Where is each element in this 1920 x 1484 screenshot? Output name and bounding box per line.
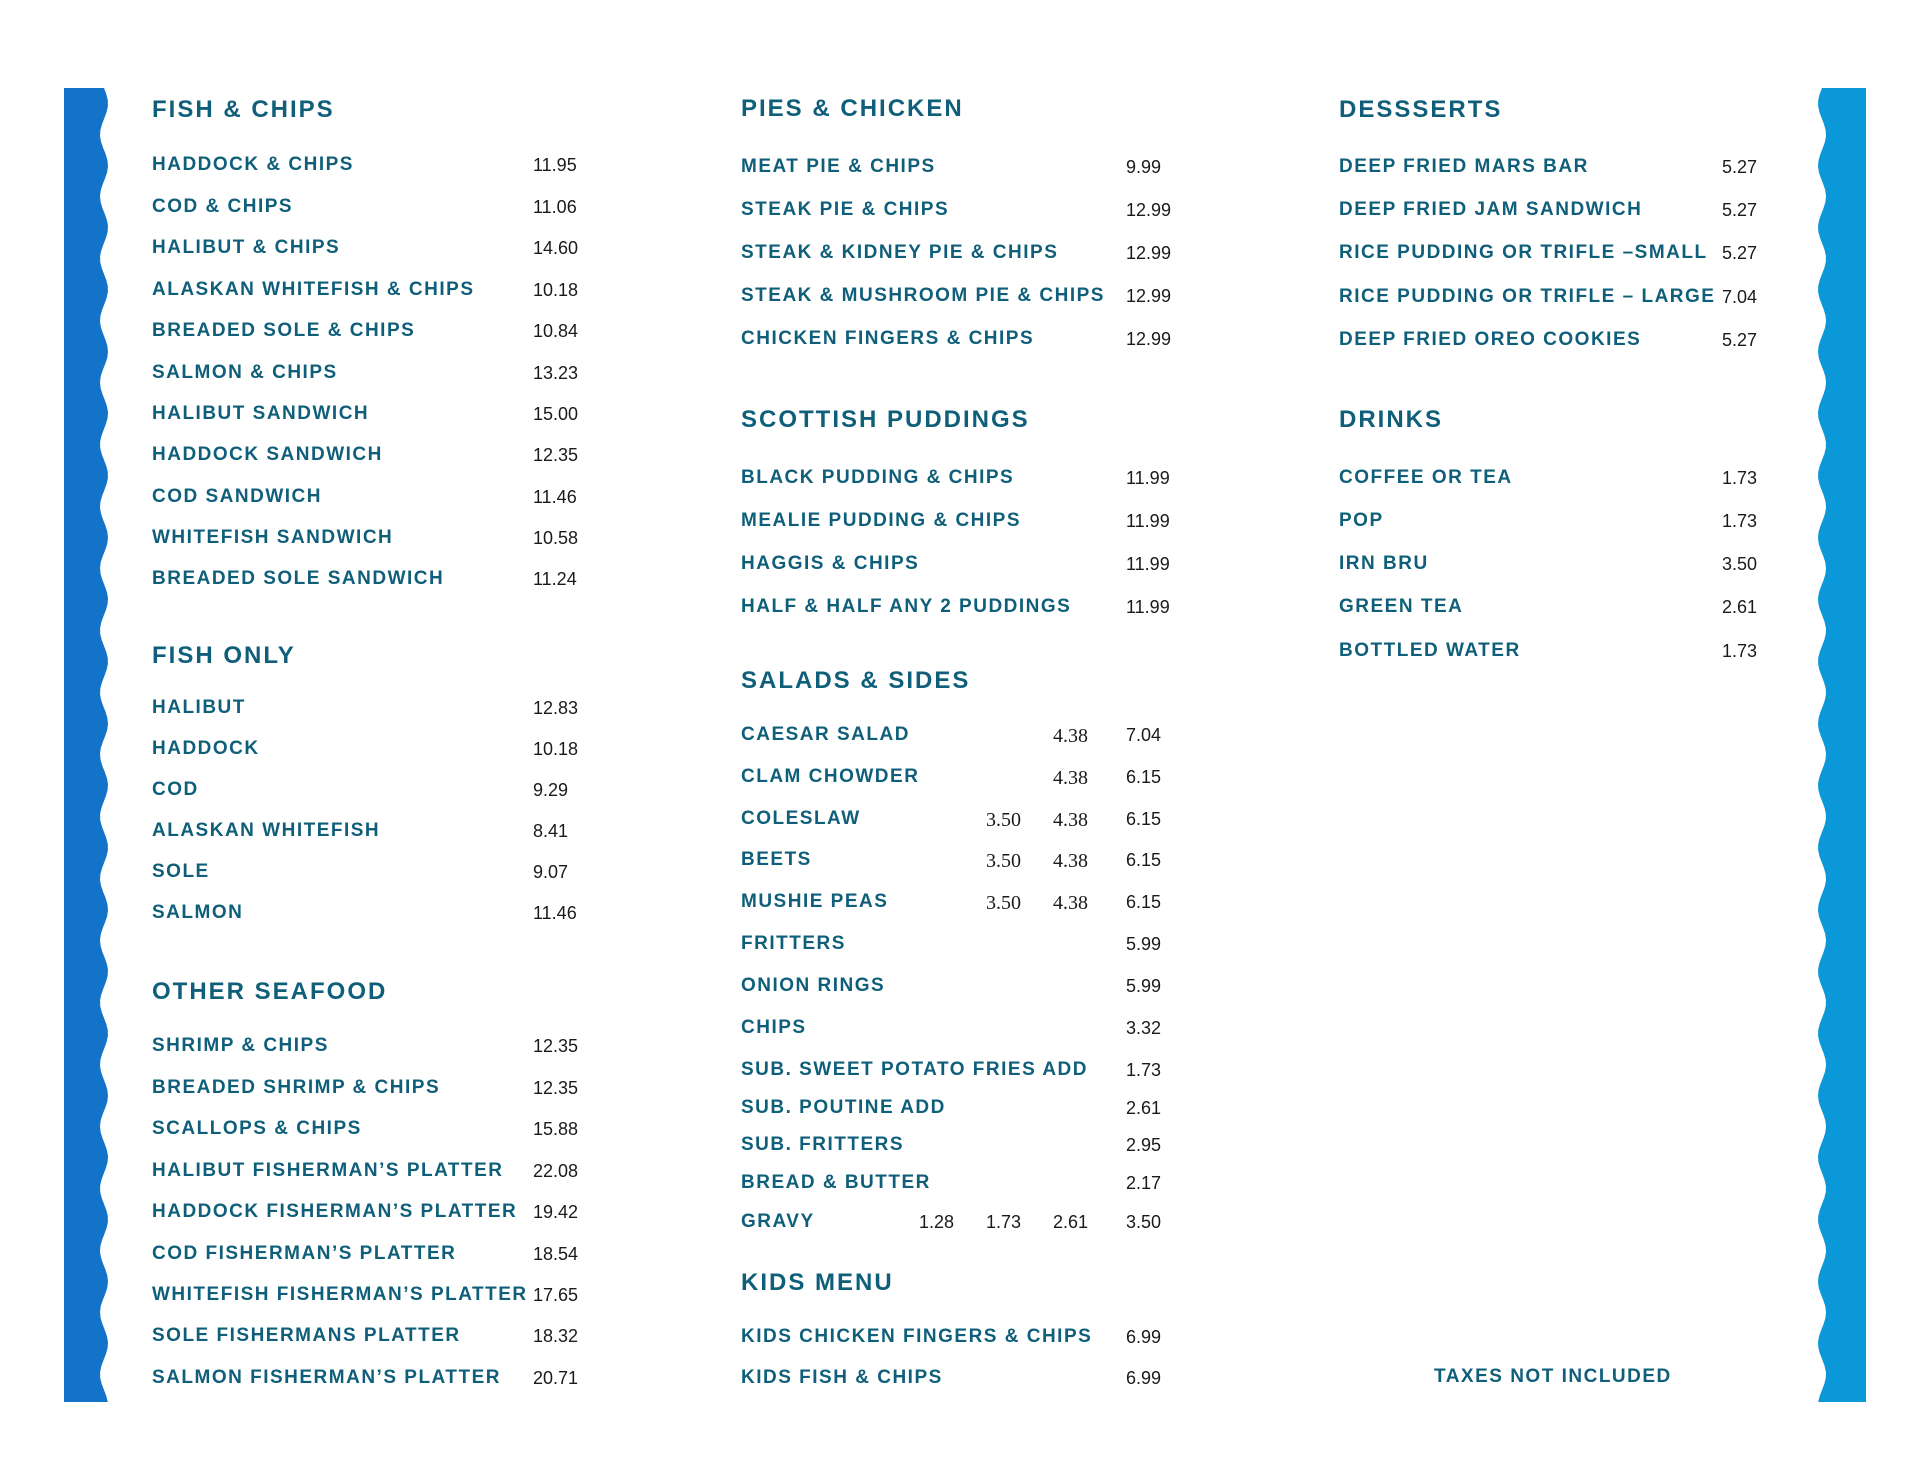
menu-item-price: 1.28 [919,1212,955,1232]
menu-item-price: 9.29 [533,780,569,800]
menu-item-price: 12.99 [1126,200,1172,220]
menu-item-price: 4.38 [1053,809,1088,831]
menu-item-price: 11.99 [1126,554,1170,574]
section-heading: SCOTTISH PUDDINGS [741,406,1030,433]
menu-item-name: DEEP FRIED JAM SANDWICH [1339,199,1643,220]
menu-item-price: 15.88 [533,1119,579,1139]
menu-item-price: 5.27 [1722,157,1758,177]
menu-item-price: 11.24 [533,569,577,589]
menu-item-name: BREADED SOLE & CHIPS [152,320,416,341]
menu-item-name: HADDOCK [152,738,260,759]
menu-item-name: RICE PUDDING OR TRIFLE –SMALL [1339,242,1708,263]
menu-item-price: 14.60 [533,238,579,258]
section-heading: DRINKS [1339,406,1444,433]
section-heading: OTHER SEAFOOD [152,978,388,1005]
menu-item-name: MUSHIE PEAS [741,891,889,912]
menu-item-price: 12.35 [533,1078,579,1098]
menu-item-name: BEETS [741,849,812,870]
menu-item-name: BREADED SOLE SANDWICH [152,568,445,589]
menu-item-name: COD [152,779,199,800]
menu-item-price: 11.99 [1126,468,1170,488]
menu-item-price: 2.61 [1126,1098,1162,1118]
menu-item-name: SHRIMP & CHIPS [152,1035,329,1056]
menu-item-price: 15.00 [533,404,579,424]
menu-item-price: 11.46 [533,487,577,507]
menu-item-name: GRAVY [741,1211,815,1232]
menu-item-price: 5.27 [1722,243,1758,263]
menu-item-price: 2.95 [1126,1135,1162,1155]
section-heading: PIES & CHICKEN [741,95,964,122]
menu-item-price: 11.46 [533,903,577,923]
menu-item-name: HALIBUT & CHIPS [152,237,341,258]
menu-item-name: GREEN TEA [1339,596,1464,617]
menu-item-name: MEAT PIE & CHIPS [741,156,936,177]
menu-item-name: DEEP FRIED MARS BAR [1339,156,1589,177]
menu-item-name: COD FISHERMAN’S PLATTER [152,1243,457,1264]
menu-item-price: 11.99 [1126,597,1170,617]
menu-item-price: 3.50 [986,892,1021,914]
menu-item-price: 6.99 [1126,1368,1162,1388]
menu-item-price: 11.99 [1126,511,1170,531]
menu-item-price: 5.99 [1126,976,1162,996]
section-heading: SALADS & SIDES [741,667,971,694]
menu-item-name: WHITEFISH SANDWICH [152,527,394,548]
menu-item-name: POP [1339,510,1384,531]
menu-item-name: COD & CHIPS [152,196,294,217]
menu-item-name: KIDS CHICKEN FINGERS & CHIPS [741,1326,1093,1347]
menu-item-price: 9.07 [533,862,569,882]
menu-item-price: 18.54 [533,1244,579,1264]
menu-item-name: SALMON & CHIPS [152,362,338,383]
menu-item-name: STEAK & KIDNEY PIE & CHIPS [741,242,1059,263]
menu-item-name: FRITTERS [741,933,846,954]
menu-item-price: 12.99 [1126,329,1172,349]
menu-item-name: SOLE [152,861,210,882]
section-heading: FISH & CHIPS [152,96,335,123]
menu-item-name: DEEP FRIED OREO COOKIES [1339,329,1642,350]
menu-item-name: HALIBUT [152,697,246,718]
menu-item-name: KIDS FISH & CHIPS [741,1367,943,1388]
menu-item-price: 11.95 [533,155,577,175]
menu-item-name: CLAM CHOWDER [741,766,920,787]
menu-item-price: 2.61 [1722,597,1758,617]
menu-item-name: BLACK PUDDING & CHIPS [741,467,1015,488]
menu-item-price: 5.99 [1126,934,1162,954]
menu-item-price: 7.04 [1126,725,1162,745]
menu-item-price: 13.23 [533,363,579,383]
menu-item-name: SUB. SWEET POTATO FRIES ADD [741,1059,1088,1080]
menu-item-price: 2.61 [1053,1212,1089,1232]
menu-item-price: 10.84 [533,321,579,341]
menu-item-price: 12.35 [533,1036,579,1056]
menu-item-price: 1.73 [986,1212,1022,1232]
menu-item-price: 12.35 [533,445,579,465]
menu-item-name: HAGGIS & CHIPS [741,553,920,574]
menu-item-price: 6.15 [1126,892,1162,912]
left-wave-band [64,88,114,1402]
menu-item-price: 17.65 [533,1285,579,1305]
menu-item-name: CHIPS [741,1017,807,1038]
menu-item-price: 6.99 [1126,1327,1162,1347]
menu-item-price: 5.27 [1722,200,1758,220]
menu-item-name: CAESAR SALAD [741,724,910,745]
menu-item-name: SCALLOPS & CHIPS [152,1118,362,1139]
menu-item-name: SALMON FISHERMAN’S PLATTER [152,1367,501,1388]
menu-item-price: 3.50 [986,809,1021,831]
menu-item-name: CHICKEN FINGERS & CHIPS [741,328,1035,349]
menu-item-price: 18.32 [533,1326,579,1346]
menu-item-price: 19.42 [533,1202,579,1222]
menu-item-price: 9.99 [1126,157,1162,177]
menu-item-name: HADDOCK & CHIPS [152,154,354,175]
menu-item-price: 4.38 [1053,767,1088,789]
menu-item-price: 3.50 [1126,1212,1162,1232]
menu-item-price: 12.83 [533,698,579,718]
menu-item-name: IRN BRU [1339,553,1429,574]
menu-item-price: 1.73 [1722,468,1758,488]
menu-item-name: ALASKAN WHITEFISH [152,820,381,841]
menu-item-name: ONION RINGS [741,975,886,996]
menu-item-price: 2.17 [1126,1173,1162,1193]
menu-item-name: RICE PUDDING OR TRIFLE – LARGE [1339,286,1716,307]
menu-item-name: HALF & HALF ANY 2 PUDDINGS [741,596,1072,617]
menu-item-name: HADDOCK FISHERMAN’S PLATTER [152,1201,518,1222]
menu-item-price: 3.50 [986,850,1021,872]
right-wave-band [1812,88,1866,1402]
menu-item-name: SOLE FISHERMANS PLATTER [152,1325,461,1346]
menu-item-price: 3.50 [1722,554,1758,574]
menu-item-price: 5.27 [1722,330,1758,350]
menu-item-name: HADDOCK SANDWICH [152,444,383,465]
menu-item-name: SUB. FRITTERS [741,1134,905,1155]
menu-item-name: SALMON [152,902,244,923]
menu-item-price: 10.58 [533,528,579,548]
menu-item-price: 10.18 [533,739,579,759]
menu-item-name: MEALIE PUDDING & CHIPS [741,510,1022,531]
menu-item-name: WHITEFISH FISHERMAN’S PLATTER [152,1284,528,1305]
menu-item-name: HALIBUT FISHERMAN’S PLATTER [152,1160,504,1181]
section-heading: KIDS MENU [741,1269,894,1296]
menu-item-price: 4.38 [1053,850,1088,872]
menu-item-name: SUB. POUTINE ADD [741,1097,946,1118]
menu-item-price: 6.15 [1126,809,1162,829]
menu-item-name: COLESLAW [741,808,861,829]
menu-item-price: 4.38 [1053,892,1088,914]
menu-item-name: ALASKAN WHITEFISH & CHIPS [152,279,475,300]
menu-item-name: STEAK & MUSHROOM PIE & CHIPS [741,285,1105,306]
taxes-note: TAXES NOT INCLUDED [1434,1366,1672,1387]
menu-item-price: 3.32 [1126,1018,1162,1038]
menu-item-price: 8.41 [533,821,569,841]
section-heading: FISH ONLY [152,642,296,669]
menu-item-price: 4.38 [1053,725,1088,747]
section-heading: DESSSERTS [1339,96,1503,123]
menu-item-name: COD SANDWICH [152,486,322,507]
menu-item-price: 22.08 [533,1161,579,1181]
menu-item-price: 6.15 [1126,850,1162,870]
menu-item-price: 1.73 [1722,641,1758,661]
menu-item-name: BREAD & BUTTER [741,1172,931,1193]
menu-item-price: 11.06 [533,197,577,217]
menu-item-price: 12.99 [1126,286,1172,306]
menu-item-price: 1.73 [1126,1060,1162,1080]
menu-item-price: 1.73 [1722,511,1758,531]
menu-item-name: STEAK PIE & CHIPS [741,199,950,220]
menu-item-price: 6.15 [1126,767,1162,787]
menu-item-name: BOTTLED WATER [1339,640,1521,661]
menu-item-name: BREADED SHRIMP & CHIPS [152,1077,441,1098]
menu-item-name: HALIBUT SANDWICH [152,403,370,424]
menu-item-name: COFFEE OR TEA [1339,467,1513,488]
menu-item-price: 7.04 [1722,287,1758,307]
menu-item-price: 10.18 [533,280,579,300]
menu-item-price: 20.71 [533,1368,579,1388]
menu-item-price: 12.99 [1126,243,1172,263]
